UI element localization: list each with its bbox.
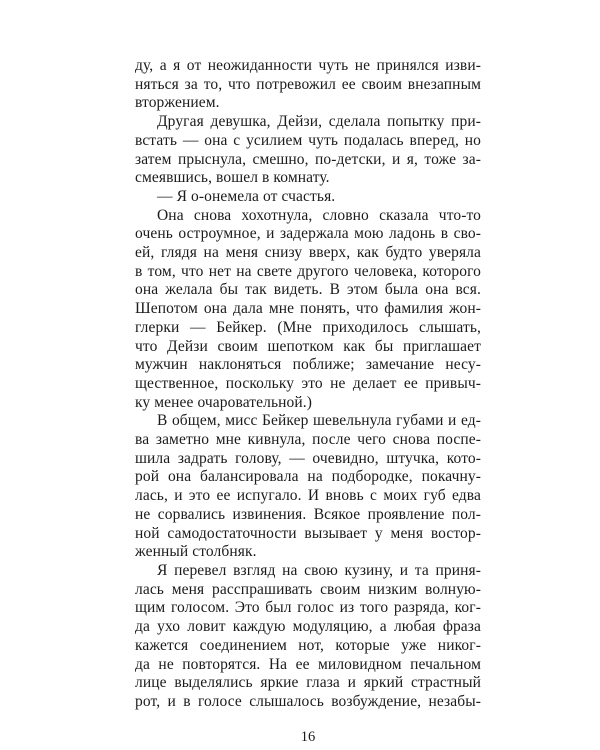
text-line: рой она балансировала на подбородке, покачну- <box>135 468 481 486</box>
text-line: лась, и это ее испугало. И вновь с моих губ едва <box>135 487 481 505</box>
text-line: В общем, мисс Бейкер шевельнула губами и ед- <box>157 412 481 430</box>
text-block <box>135 57 481 712</box>
text-line: — Я о-онемела от счастья. <box>157 187 336 205</box>
paragraph <box>135 188 481 207</box>
paragraph <box>135 412 481 562</box>
text-line: кажется соединением нот, которые уже никог- <box>135 636 481 654</box>
text-line: не сорвались извинения. Всякое проявление пол- <box>135 505 481 523</box>
text-line: Я перевел взгляд на свою кузину, и та приня- <box>157 561 481 579</box>
text-line: затем прыснула, смешно, по-детски, и я, тоже за- <box>135 150 481 168</box>
text-line: ей, глядя на меня снизу вверх, как будто уверяла <box>135 244 481 262</box>
text-line: ной самодостаточности вызывает у меня востор- <box>135 524 481 542</box>
text-line: няться за то, что потревожил ее своим внезапным <box>135 75 481 93</box>
text-line: ду, а я от неожиданности чуть не принялся изви- <box>135 57 481 74</box>
text-line: очень остроумное, и задержала мою ладонь в сво- <box>135 225 481 243</box>
text-line: Шепотом она дала мне понять, что фамилия жон- <box>135 300 481 318</box>
text-line: да не повторятся. На ее миловидном печальном <box>135 655 481 673</box>
text-line: глерки — Бейкер. (Мне приходилось слышать, <box>135 318 481 336</box>
text-line: мужчин наклоняться поближе; замечание несу- <box>135 356 481 374</box>
text-line: рот, и в голосе слышалось возбуждение, незабы- <box>135 692 481 710</box>
page-number: 16 <box>300 729 316 745</box>
text-line: щим голосом. Это был голос из того разряда, ког- <box>135 599 481 617</box>
text-line: Она снова хохотнула, словно сказала что-то <box>157 206 481 224</box>
text-line: что Дейзи своим шепотком как бы приглашает <box>135 337 481 355</box>
paragraph <box>135 113 481 188</box>
text-line: ва заметно мне кивнула, после чего снова поспе- <box>135 431 481 449</box>
text-line: лась меня расспрашивать своим низким волную- <box>135 580 481 598</box>
text-line: Другая девушка, Дейзи, сделала попытку при- <box>157 113 481 131</box>
text-line: да ухо ловит каждую модуляцию, а любая фраза <box>135 618 481 636</box>
paragraph <box>135 207 481 413</box>
text-line: встать — она с усилием чуть подалась вперед, но <box>135 131 481 149</box>
paragraph <box>135 57 481 113</box>
text-line: щественное, поскольку это не делает ее привыч- <box>135 374 481 392</box>
text-line: шила задрать голову, — очевидно, штучка, кото- <box>135 449 481 467</box>
text-line: вторжением. <box>135 94 220 112</box>
text-line: она желала бы так видеть. В этом была она вся. <box>135 281 481 299</box>
text-line: смеявшись, вошел в комнату. <box>135 169 330 187</box>
paragraph <box>135 562 481 712</box>
text-line: ку менее очаровательной.) <box>135 393 313 411</box>
text-line: лице выделялись яркие глаза и яркий страстный <box>135 674 481 692</box>
text-line: в том, что нет на свете другого человека, которого <box>135 262 481 280</box>
text-line: женный столбняк. <box>135 543 257 561</box>
